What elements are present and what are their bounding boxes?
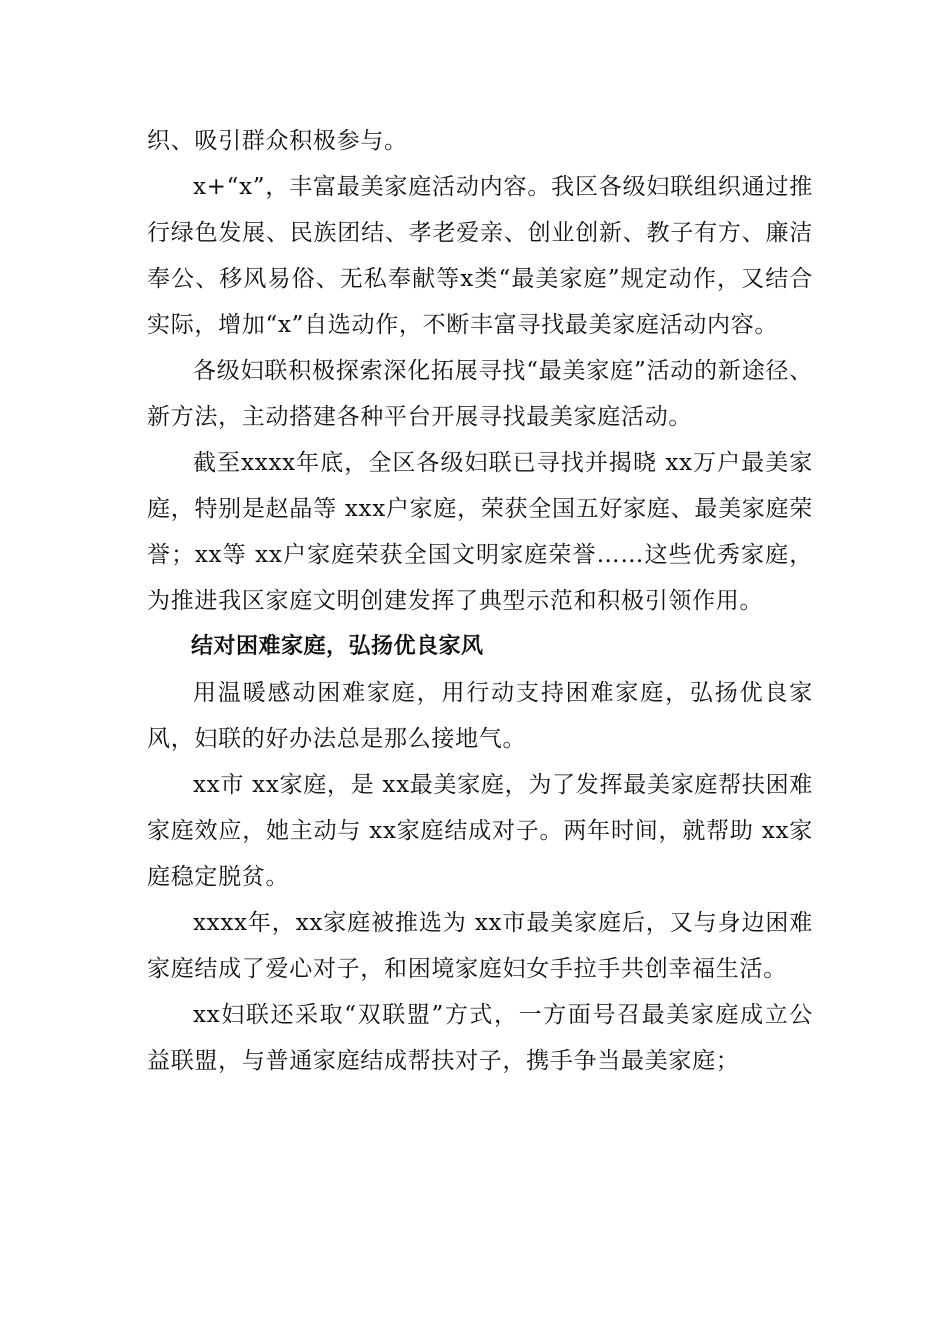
paragraph-1: 织、吸引群众积极参与。 [147,128,408,154]
paragraph-6: xx市 xx家庭，是 xx最美家庭，为了发挥最美家庭帮扶困难家庭效应，她主动与 xx家庭结成对子。两年时间，就帮助 xx家庭稳定脱贫。 [147,772,813,890]
paragraph-8: xx妇联还采取“双联盟”方式，一方面号召最美家庭成立公益联盟，与普通家庭结成帮扶对子，携手争当最美家庭； [147,1002,813,1074]
paragraph-3: 各级妇联积极探索深化拓展寻找“最美家庭”活动的新途径、新方法，主动搭建各种平台开展寻找最美家庭活动。 [147,358,813,430]
paragraph-5: 用温暖感动困难家庭，用行动支持困难家庭，弘扬优良家风，妇联的好办法总是那么接地气。 [147,680,813,752]
paragraph-2: x+“x”，丰富最美家庭活动内容。我区各级妇联组织通过推行绿色发展、民族团结、孝老爱亲、创业创新、教子有方、廉洁奉公、移风易俗、无私奉献等x类“最美家庭”规定动作，又结合实际，增加“x”自选动作，不断丰富寻找最美家庭活动内容。 [147,174,813,338]
paragraph-4: 截至xxxx年底，全区各级妇联已寻找并揭晓 xx万户最美家庭，特别是赵晶等 xxx户家庭，荣获全国五好家庭、最美家庭荣誉；xx等 xx户家庭荣获全国文明家庭荣誉……这些优秀家庭，为推进我区家庭文明创建发挥了典型示范和积极引领作用。 [147,450,813,614]
section-heading: 结对困难家庭，弘扬优良家风 [191,634,484,659]
document-page [147,118,813,1084]
paragraph-7: xxxx年，xx家庭被推选为 xx市最美家庭后，又与身边困难家庭结成了爱心对子，和困境家庭妇女手拉手共创幸福生活。 [147,910,813,982]
